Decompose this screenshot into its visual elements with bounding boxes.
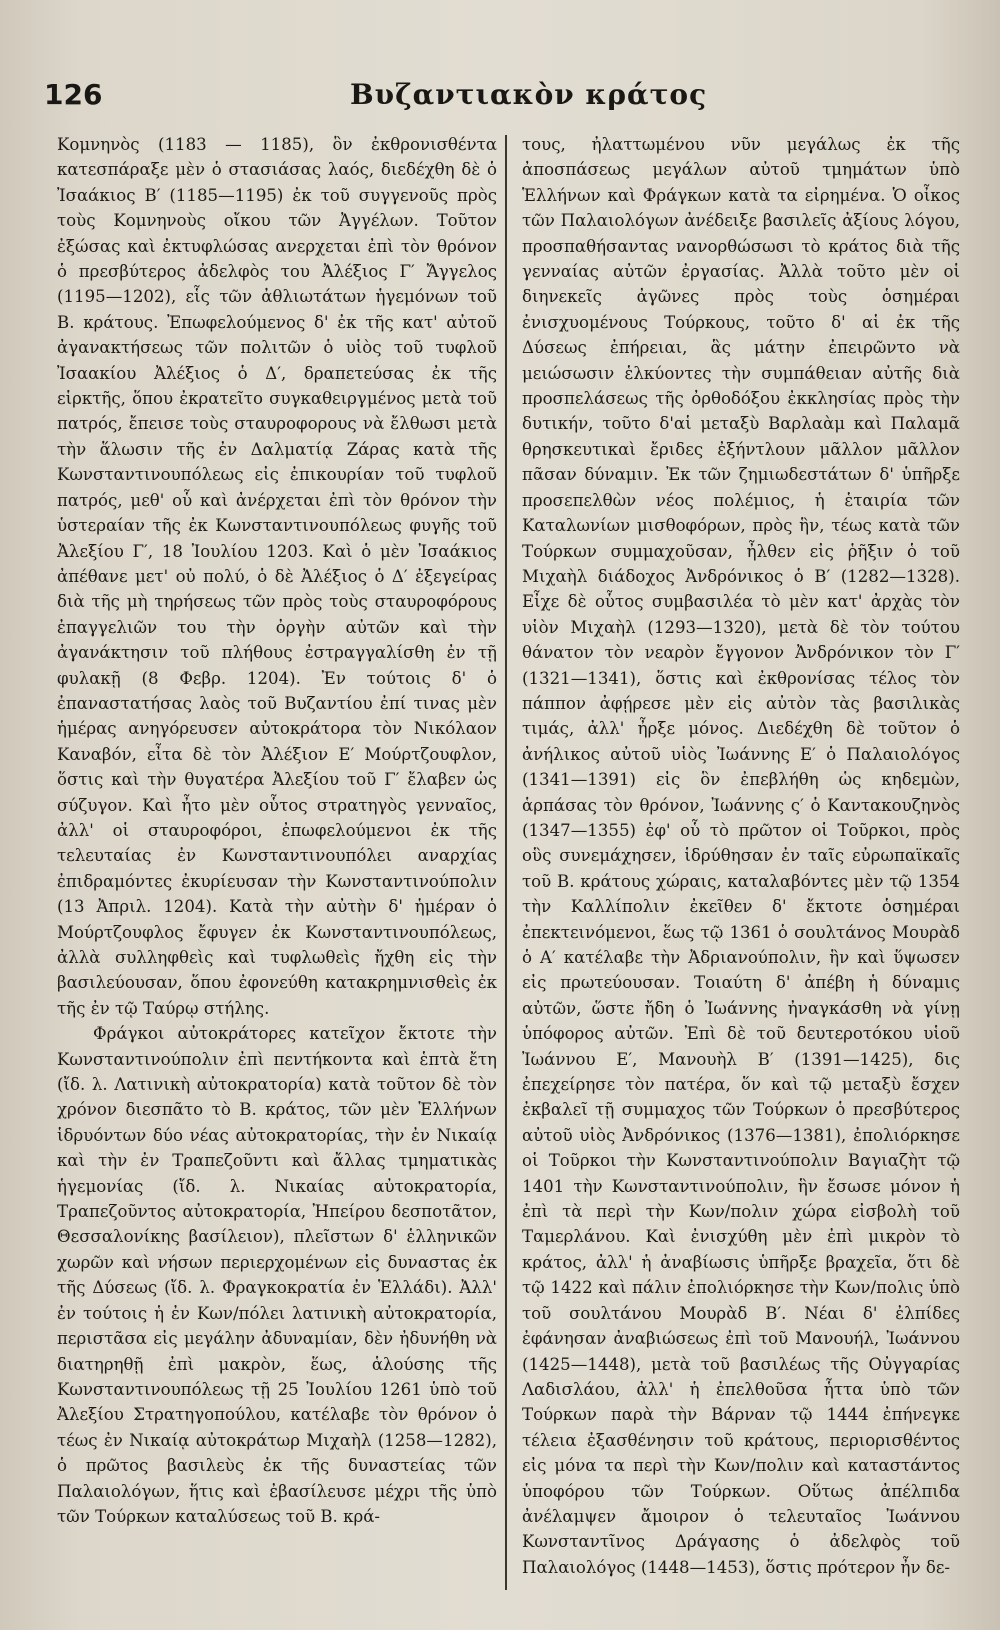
column-divider <box>505 135 507 1590</box>
left-paragraph-2: Φράγκοι αὐτοκράτορες κατεῖχον ἔκτοτε τὴν Κωνσταντινούπολιν ἐπὶ πεντήκοντα καὶ ἑπτὰ ἔτη (ἴδ. λ. Λατινικὴ αὐτοκρατορία) κατὰ τοῦτον δὲ τὸν χρόνον διεσπᾶτο τὸ Β. κράτος, τῶν μὲν Ἑλλήνων ἱδρυόντων δύο νέας αὐτοκρατορίας, τὴν ἐν Νικαίᾳ καὶ τὴν ἐν Τραπεζοῦντι καὶ ἄλλας τμηματικὰς ἡγεμονίας (ἴδ. λ. Νικαίας αὐτοκρατορία, Τραπεζοῦντος αὐτοκρατορία, Ἠπείρου δεσποτᾶτον, Θεσσαλονίκης βασίλειον), πλεῖστων δ' ἑλληνικῶν χωρῶν καὶ νήσων περιερχομένων εἰς δυναστας ἐκ τῆς Δύσεως (ἴδ. λ. Φραγκοκρατία ἐν Ἑλλάδι). Ἀλλ' ἐν τούτοις ἡ ἐν Κων/πόλει λατινικὴ αὐτοκρατορία, περιστᾶσα εἰς μεγάλην ἀδυναμίαν, δὲν ἠδυνήθη νὰ διατηρηθῇ ἐπὶ μακρὸν, ἕως, ἁλούσης τῆς Κωνσταντινουπόλεως τῇ 25 Ἰουλίου 1261 ὑπὸ τοῦ Ἀλεξίου Στρατηγοπούλου, κατέλαβε τὸν θρόνον ὁ τέως ἐν Νικαίᾳ αὐτοκράτωρ Μιχαὴλ (1258—1282), ὁ πρῶτος βασιλεὺς ἐκ τῆς δυναστείας τῶν Παλαιολόγων, ἥτις καὶ ἐβασίλευσε μέχρι τῆς ὑπὸ τῶν Τούρκων καταλύσεως τοῦ Β. κρά- <box>57 1024 497 1526</box>
left-column <box>57 132 497 1529</box>
page-header <box>0 78 1000 118</box>
left-paragraph-1: Κομνηνὸς (1183 — 1185), ὃν ἐκθρονισθέντα κατεσπάραξε μὲν ὁ στασιάσας λαός, διεδέχθη δὲ ὁ Ἰσαάκιος Β′ (1185—1195) ἐκ τοῦ συγγενοῦς πρὸς τοὺς Κομνηνοὺς οἴκου τῶν Ἀγγέλων. Τοῦτον ἐξώσας καὶ ἐκτυφλώσας ανερχεται ἐπὶ τὸν θρόνον ὁ πρεσβύτερος ἀδελφὸς του Ἀλέξιος Γ′ Ἄγγελος (1195—1202), εἷς τῶν ἀθλιωτάτων ἡγεμόνων τοῦ Β. κράτους. Ἐπωφελούμενος δ' ἐκ τῆς κατ' αὐτοῦ ἀγανακτήσεως τῶν πολιτῶν ὁ υἱὸς τοῦ τυφλοῦ Ἰσαακίου Ἀλέξιος ὁ Δ′, δραπετεύσας ἐκ τῆς εἱρκτῆς, ὅπου ἐκρατεῖτο συγκαθειργμένος μετὰ τοῦ πατρός, ἔπεισε τοὺς σταυροφορους νὰ ἔλθωσι μετὰ τὴν ἅλωσιν τῆς ἐν Δαλματίᾳ Ζάρας κατὰ τῆς Κωνσταντινουπόλεως εἰς ἐπικουρίαν τοῦ τυφλοῦ πατρός, μεθ' οὗ καὶ ἀνέρχεται ἐπὶ τὸν θρόνον τὴν ὑστεραίαν τῆς ἐκ Κωνσταντινουπόλεως φυγῆς τοῦ Ἀλεξίου Γ′, 18 Ἰουλίου 1203. Καὶ ὁ μὲν Ἰσαάκιος ἀπέθανε μετ' οὐ πολύ, ὁ δὲ Ἀλέξιος ὁ Δ′ ἐξεγείρας διὰ τῆς μὴ τηρήσεως τῶν πρὸς τοὺς σταυροφόρους ἐπαγγελιῶν του τὴν ὀργὴν αὐτῶν καὶ τὴν ἀγανάκτησιν τοῦ πλήθους ἐστραγγαλίσθη ἐν τῇ φυλακῇ (8 Φεβρ. 1204). Ἐν τούτοις δ' ὁ ἐπαναστατήσας λαὸς τοῦ Βυζαντίου ἐπί τινας μὲν ἡμέρας ανηγόρευσεν αὐτοκράτορα τὸν Νικόλαον Καναβόν, εἶτα δὲ τὸν Ἀλέξιον Ε′ Μούρτζουφλον, ὅστις καὶ τὴν θυγατέρα Ἀλεξίου τοῦ Γ′ ἔλαβεν ὡς σύζυγον. Καὶ ἦτο μὲν οὗτος στρατηγὸς γενναῖος, ἀλλ' οἱ σταυροφόροι, ἐπωφελούμενοι ἐκ τῆς τελευταίας ἐν Κωνσταντινουπόλει αναρχίας ἐπιδραμόντες ἐκυρίευσαν τὴν Κωνσταντινούπολιν (13 Ἀπριλ. 1204). Κατὰ τὴν αὐτὴν δ' ἡμέραν ὁ Μούρτζουφλος ἔφυγεν ἐκ Κωνσταντινουπόλεως, ἀλλὰ συλληφθεὶς καὶ τυφλωθεὶς ἤχθη εἰς τὴν βασιλεύουσαν, ὅπου ἐφονεύθη κατακρημνισθεὶς ἐκ τῆς ἐν τῷ Ταύρῳ στήλης. <box>57 135 497 1018</box>
right-paragraph-1: τους, ἠλαττωμένου νῦν μεγάλως ἐκ τῆς ἀποσπάσεως μεγάλων αὐτοῦ τμημάτων ὑπὸ Ἑλλήνων καὶ Φράγκων κατὰ τα εἰρημένα. Ὁ οἶκος τῶν Παλαιολόγων ἀνέδειξε βασιλεῖς ἀξίους λόγου, προσπαθήσαντας νανορθώσωσι τὸ κράτος διὰ τῆς γενναίας αὐτῶν ἐργασίας. Ἀλλὰ τοῦτο μὲν οἱ διηνεκεῖς ἀγῶνες πρὸς τοὺς ὁσημέραι ἐνισχυομένους Τούρκους, τοῦτο δ' αἱ ἐκ τῆς Δύσεως ἐπήρειαι, ἃς μάτην ἐπειρῶντο νὰ μειώσωσιν ἑλκύοντες τὴν συμπάθειαν αὐτῆς διὰ προσπελάσεως τῆς ὀρθοδόξου ἐκκλησίας πρὸς τὴν δυτικήν, τοῦτο δ'αἱ μεταξὺ Βαρλαὰμ καὶ Παλαμᾶ θρησκευτικαὶ ἔριδες ἐξήντλουν μᾶλλον μᾶλλον πᾶσαν δύναμιν. Ἐκ τῶν ζημιωδεστάτων δ' ὑπῆρξε προσεπελθὼν νέος πολέμιος, ἡ ἑταιρία τῶν Καταλωνίων μισθοφόρων, πρὸς ἣν, τέως κατὰ τῶν Τούρκων συμμαχοῦσαν, ἦλθεν εἰς ῥῆξιν ὁ τοῦ Μιχαὴλ διάδοχος Ἀνδρόνικος ὁ Β′ (1282—1328). Εἶχε δὲ οὗτος συμβασιλέα τὸ μὲν κατ' ἀρχὰς τὸν υἱὸν Μιχαὴλ (1293—1320), μετὰ δὲ τὸν τούτου θάνατον τὸν νεαρὸν ἔγγονον Ἀνδρόνικον τὸν Γ′ (1321—1341), ὅστις καὶ ἐκθρονίσας τέλος τὸν πάππον ἀφῄρεσε μὲν εἰς αὐτὸν τὰς βασιλικὰς τιμάς, ἀλλ' ἦρξε μόνος. Διεδέχθη δὲ τοῦτον ὁ ἀνήλικος αὐτοῦ υἱὸς Ἰωάννης Ε′ ὁ Παλαιολόγος (1341—1391) εἰς ὃν ἐπεβλήθη ὡς κηδεμὼν, ἁρπάσας τὸν θρόνον, Ἰωάννης ς′ ὁ Καντακουζηνὸς (1347—1355) ἐφ' οὗ τὸ πρῶτον οἱ Τοῦρκοι, πρὸς οὓς συνεμάχησεν, ἱδρύθησαν ἐν ταῖς εὐρωπαϊκαῖς τοῦ Β. κράτους χώραις, καταλαβόντες μὲν τῷ 1354 τὴν Καλλίπολιν ἐκεῖθεν δ' ἔκτοτε ὁσημέραι ἐπεκτεινόμενοι, ἕως τῷ 1361 ὁ σουλτάνος Μουρὰδ ὁ Α′ κατέλαβε τὴν Ἀδριανούπολιν, ἣν καὶ ὕψωσεν εἰς πρωτεύουσαν. Τοιαύτη δ' ἀπέβη ἡ δύναμις αὐτῶν, ὥστε ἤδη ὁ Ἰωάννης ἠναγκάσθη νὰ γίνῃ ὑπόφορος αὐτῶν. Ἐπὶ δὲ τοῦ δευτεροτόκου υἱοῦ Ἰωάννου Ε′, Μανουὴλ Β′ (1391—1425), δις ἐπεχείρησε τὸν πατέρα, ὅν καὶ τῷ μεταξὺ ἔσχεν ἐκβαλεῖ τῇ συμμαχος τῶν Τούρκων ὁ πρεσβύτερος αὐτοῦ υἱὸς Ἀνδρόνικος (1376—1381), ἐπολιόρκησε οἱ Τοῦρκοι τὴν Κωνσταντινούπολιν Βαγιαζὴτ τῷ 1401 τὴν Κωνσταντινούπολιν, ἣν ἔσωσε μόνον ἡ ἐπὶ τὰ περὶ τὴν Κων/πολιν χώρα εἰσβολὴ τοῦ Ταμερλάνου. Καὶ ἐνισχύθη μὲν ἐπὶ μικρὸν τὸ κράτος, ἀλλ' ἡ ἀναβίωσις ὑπῆρξε βραχεῖα, ὅτι δὲ τῷ 1422 καὶ πάλιν ἐπολιόρκησε τὴν Κων/πολις ὑπὸ τοῦ σουλτάνου Μουρὰδ Β′. Νέαι δ' ἐλπίδες ἐφάνησαν ἀναβιώσεως ἐπὶ τοῦ Μανουήλ, Ἰωάννου (1425—1448), μετὰ τοῦ βασιλέως τῆς Οὐγγαρίας Λαδισλάου, ἀλλ' ἡ ἐπελθοῦσα ἧττα ὑπὸ τῶν Τούρκων παρὰ τὴν Βάρναν τῷ 1444 ἐπήνεγκε τέλεια ἐξασθένησιν τοῦ κράτους, περιορισθέντος εἰς μόνα τα περὶ τὴν Κων/πολιν καὶ καταστάντος ὑποφόρου τῶν Τούρκων. Οὕτως ἀπέλπιδα ἀνέλαμψεν ἄμοιρον ὁ τελευταῖος Ἰωάννου Κωνσταντῖνος Δράγασης ὁ ἀδελφὸς τοῦ Παλαιολόγος (1448—1453), ὅστις πρότερον ἦν δε- <box>522 135 960 1577</box>
running-head: Βυζαντιακὸν κράτος <box>350 78 708 111</box>
page-number: 126 <box>44 78 103 111</box>
right-column <box>522 132 960 1580</box>
